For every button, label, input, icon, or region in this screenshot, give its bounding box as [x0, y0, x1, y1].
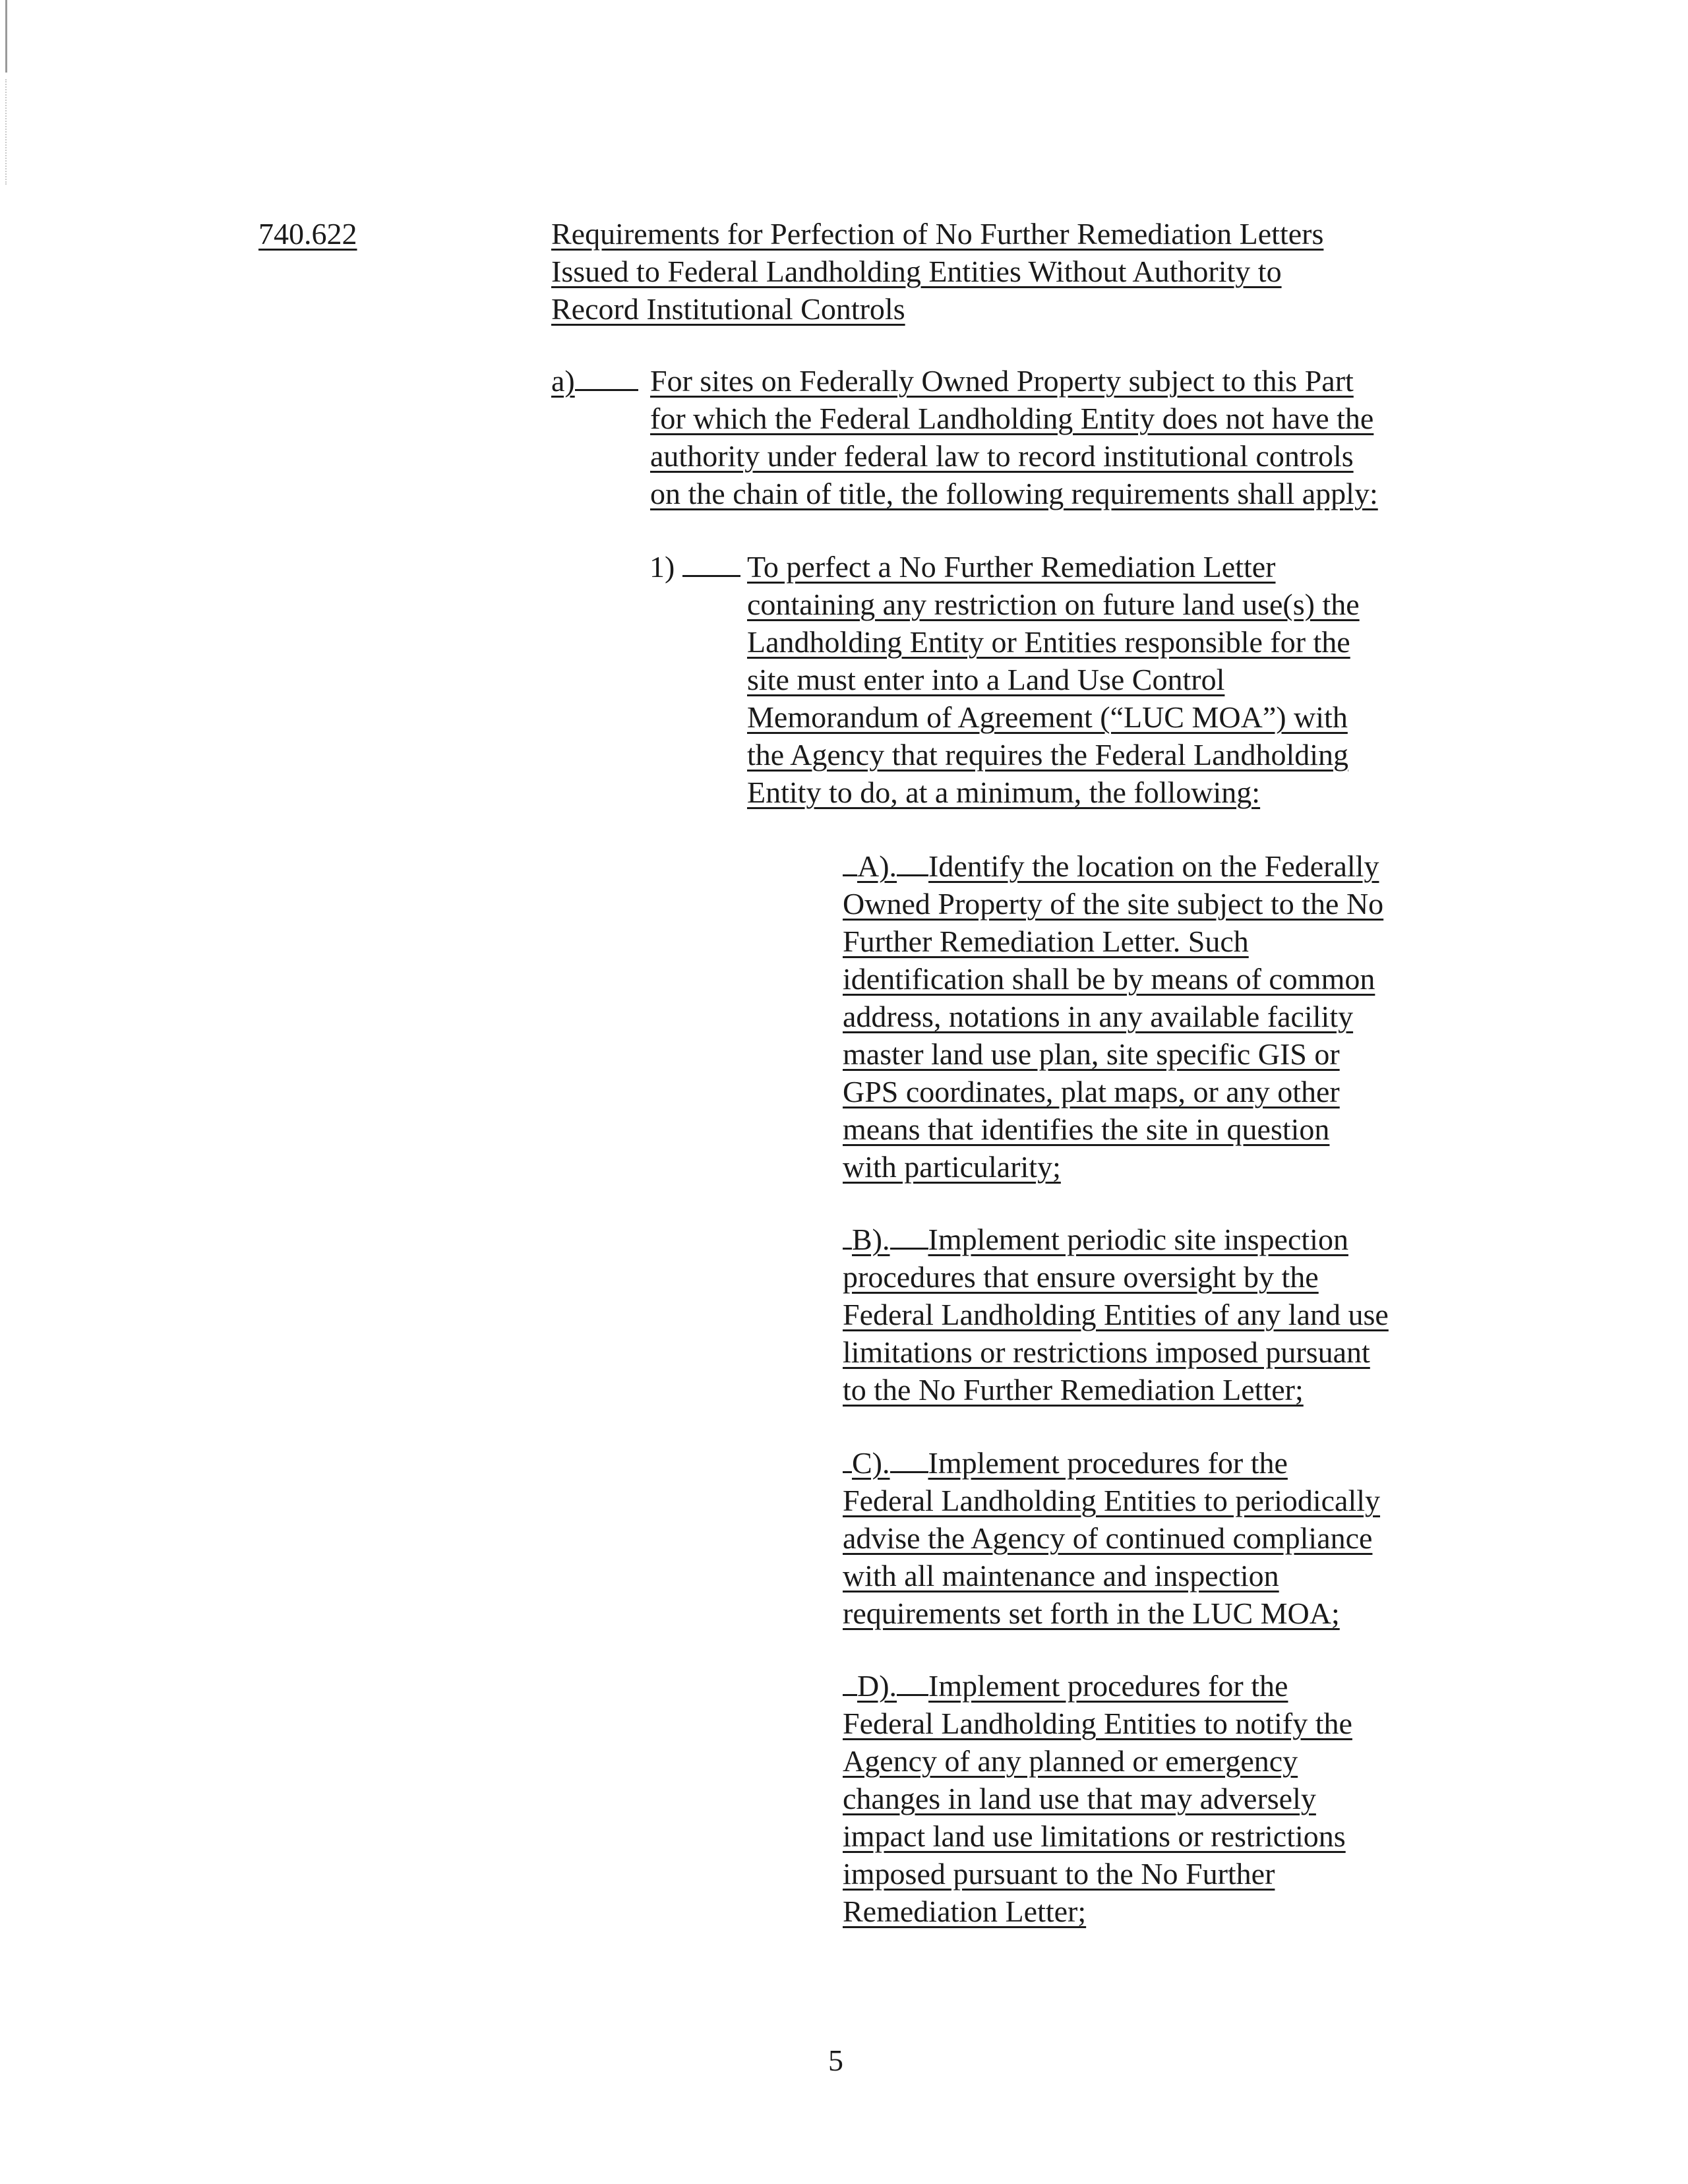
- section-title-line: Requirements for Perfection of No Further Remediation Letters: [551, 217, 1324, 251]
- subparagraph-A-label: A).: [857, 849, 897, 883]
- subparagraph-D-line: imposed pursuant to the No Further: [843, 1857, 1275, 1891]
- subparagraph-B: [843, 1221, 1389, 1409]
- paragraph-1-line: site must enter into a Land Use Control: [747, 663, 1225, 696]
- paragraph-a-text: [650, 362, 1378, 512]
- subparagraph-A-first-line: [843, 847, 1383, 885]
- subparagraph-A-line: identification shall be by means of common: [843, 962, 1375, 996]
- scan-edge-dots: [5, 79, 8, 185]
- subparagraph-D-line: Federal Landholding Entities to notify the: [843, 1707, 1352, 1740]
- paragraph-1-line: Landholding Entity or Entities responsible for the: [747, 625, 1350, 659]
- subparagraph-C-label: C).: [852, 1446, 890, 1480]
- subparagraph-D-label: D).: [857, 1669, 897, 1703]
- paragraph-a-line: on the chain of title, the following requirements shall apply:: [650, 477, 1378, 510]
- subparagraph-C-line: with all maintenance and inspection: [843, 1559, 1279, 1592]
- subparagraph-A-line: GPS coordinates, plat maps, or any other: [843, 1075, 1340, 1108]
- subparagraph-B-line: limitations or restrictions imposed pursuant: [843, 1335, 1370, 1369]
- subparagraph-C-line: requirements set forth in the LUC MOA;: [843, 1596, 1340, 1630]
- label-underline-gap: [897, 1669, 928, 1696]
- subparagraph-A-line: with particularity;: [843, 1150, 1061, 1184]
- subparagraph-B-line: Implement periodic site inspection: [928, 1223, 1348, 1256]
- label-underline-gap: [897, 849, 928, 876]
- subparagraph-B-first-line: [843, 1221, 1389, 1258]
- section-title-line: Record Institutional Controls: [551, 292, 905, 326]
- subparagraph-A-line: Identify the location on the Federally: [928, 849, 1379, 883]
- subparagraph-A-line: means that identifies the site in question: [843, 1112, 1330, 1146]
- label-underline-gap: [575, 364, 638, 391]
- subparagraph-D-line: Remediation Letter;: [843, 1895, 1087, 1928]
- label-underline-gap: [890, 1223, 928, 1250]
- subparagraph-A-line: master land use plan, site specific GIS or: [843, 1037, 1340, 1071]
- subparagraph-D-line: Agency of any planned or emergency: [843, 1744, 1298, 1778]
- paragraph-a-line: for which the Federal Landholding Entity does not have the: [650, 402, 1374, 435]
- paragraph-a-label: [551, 362, 638, 400]
- section-title-line: Issued to Federal Landholding Entities Without Authority to: [551, 255, 1282, 288]
- scan-edge-mark: [5, 0, 7, 73]
- subparagraph-C: [843, 1444, 1380, 1632]
- label-underline-gap: [682, 550, 740, 577]
- subparagraph-D-line: Implement procedures for the: [928, 1669, 1288, 1703]
- page-number: 5: [828, 2044, 843, 2077]
- subparagraph-C-line: Implement procedures for the: [928, 1446, 1288, 1480]
- subparagraph-B-line: to the No Further Remediation Letter;: [843, 1373, 1304, 1407]
- subparagraph-C-line: Federal Landholding Entities to periodically: [843, 1484, 1381, 1517]
- subparagraph-A: [843, 847, 1383, 1186]
- label-underline-gap: [843, 849, 857, 876]
- paragraph-a-label-text: a): [551, 364, 575, 398]
- paragraph-1-line: containing any restriction on future land use(s) the: [747, 588, 1360, 621]
- paragraph-1-line: Memorandum of Agreement (“LUC MOA”) with: [747, 700, 1348, 734]
- subparagraph-B-line: Federal Landholding Entities of any land use: [843, 1298, 1389, 1331]
- label-underline-gap: [890, 1446, 928, 1473]
- section-number: 740.622: [258, 217, 357, 251]
- paragraph-1-label-text: 1): [649, 550, 675, 584]
- paragraph-1-line: To perfect a No Further Remediation Letter: [747, 550, 1276, 584]
- paragraph-1-label: [649, 548, 740, 586]
- paragraph-1-line: the Agency that requires the Federal Landholding: [747, 738, 1349, 772]
- subparagraph-D-line: changes in land use that may adversely: [843, 1782, 1316, 1815]
- paragraph-a-line: For sites on Federally Owned Property subject to this Part: [650, 364, 1354, 398]
- label-underline-gap: [843, 1446, 852, 1473]
- subparagraph-C-line: advise the Agency of continued compliance: [843, 1521, 1373, 1555]
- subparagraph-D: [843, 1667, 1352, 1930]
- subparagraph-A-line: Owned Property of the site subject to the No: [843, 887, 1384, 921]
- label-underline-gap: [843, 1669, 857, 1696]
- paragraph-a-line: authority under federal law to record institutional controls: [650, 439, 1354, 473]
- subparagraph-B-label: B).: [852, 1223, 890, 1256]
- section-title: [551, 215, 1323, 328]
- subparagraph-D-first-line: [843, 1667, 1352, 1705]
- subparagraph-B-line: procedures that ensure oversight by the: [843, 1260, 1319, 1294]
- paragraph-1-line: Entity to do, at a minimum, the following:: [747, 775, 1261, 809]
- subparagraph-A-line: address, notations in any available facility: [843, 1000, 1354, 1033]
- subparagraph-A-line: Further Remediation Letter. Such: [843, 925, 1249, 958]
- label-underline-gap: [843, 1223, 852, 1250]
- subparagraph-C-first-line: [843, 1444, 1380, 1482]
- paragraph-1-text: [747, 548, 1360, 811]
- subparagraph-D-line: impact land use limitations or restrictions: [843, 1819, 1346, 1853]
